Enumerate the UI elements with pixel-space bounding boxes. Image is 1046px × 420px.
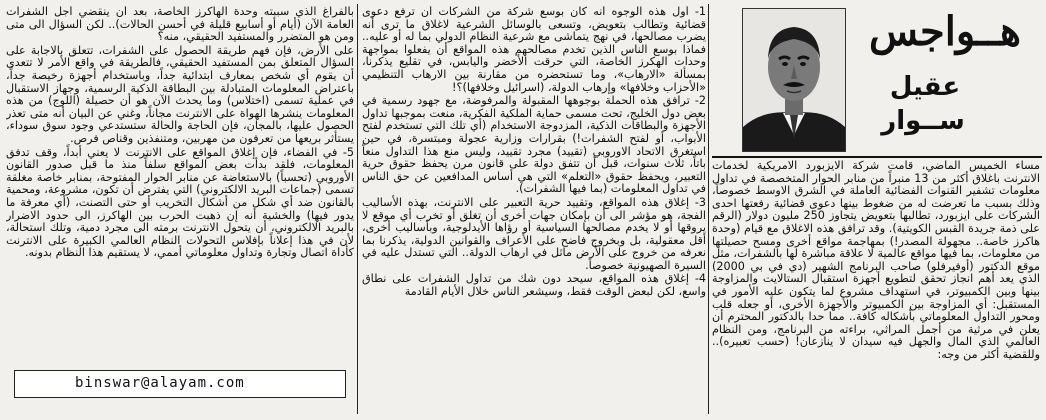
article-column-left xyxy=(6,6,354,356)
article-paragraph: 2- ترافق هذه الحملة بوجوهها المقبولة والمرفوضة، مع جهود رسمية في بعض دول الخليج، تحت مسمى حماية الملكية الفكرية، منعت بموجبها تداول الأجهزة والبطاقات الذكية، المزدوجة الاستخدام (أي تلك التي تستخدم لفتح الأبواب، أو لفتح الشفرات!) بقرارات وزارية عجولة ومبتسرة، في حين استغرق الاتحاد الاوروبي (تقييد) مجرد تقييد، وليس منع هذا التداول منعاً باتاً، ثلاث سنوات، قبل أن تتفق دولة على قانون مرن يحفظ حقوق حرية التعبير، ويحفظ حقوق «التعلم» التي هي أساس المدافعين عن حق الناس في تداول المعلومات (بما فيها الشفرات). xyxy=(362,94,706,196)
article-column-middle xyxy=(362,6,706,412)
article-column-right xyxy=(712,160,1040,414)
author-portrait-icon xyxy=(743,9,845,151)
author-photo xyxy=(742,8,846,152)
author-email-box xyxy=(14,370,346,398)
article-paragraph: على الأرض، فإن فهم طريقة الحصول على الشفرات، تتعلق بالاجابة على السؤال المتعلق بمن المستفيد الحقيقي، فالطريقة في واقع الأمر لا تتعدى أن يقوم أي شخص بمعارف ابتدائية جداً، وباستخدام أجهزة رخيصة جداً، باعتراض المعلومات المتبادلة بين البطاقة الذكية الرسمية، وجهاز الاستقبال في عملية تسمى (اختلاس) وما يحدث الآن هو أن حصيلة (اللوج) من هذه المعلومات ينشرها الهواة على الانترنت مجاناً، وغني عن البيان أنه متى تعذر الحصول عليها، بالمجان، فإن الحاجة والحالة ستستدعي وجود سوق سوداء، يستأثر بريعها من تعرفون من مهربين، ومتنفذين وقناص فرص. xyxy=(6,43,354,145)
article-paragraph: 1- أول هذه الوجوه أنه كان بوسع شركة من الشركات أن ترفع دعوى قضائية وتطالب بتعويض، وتسعى بالوسائل الشرعية لاغلاق ما ترى أنه يضرب مصالحها، في نهج يتماشى مع شرعية النظام الدولي بما له أو عليه.. فماذا بوسع الناس الذين تخدم مصالحهم هذه المواقع أن يفعلوا بمواجهة وحدات الهكرز الخاصة، التي حرقت الأخضر واليابس، في تقليع يذكرنا، بمسألة «الارهاب»، وما تستحضره من مقارنة بين الارهاب التنظيمي «الأحزاب وخلافها» وإرهاب الدولة، (اسرائيل وخلافها)؟! xyxy=(362,6,706,94)
article-paragraph: 4- إغلاق هذه المواقع، سيحد دون شك من تداول الشفرات على نطاق واسع، لكن لبعض الوقت فقط، وسيشعر الناس خلال الأيام القادمة xyxy=(362,272,706,299)
column-divider xyxy=(357,4,358,414)
article-paragraph: 3- إغلاق هذه المواقع، وتقييد حرية التعبير على الانترنت، بهذه الأساليب الفجة، هو مؤشر الى أن بإمكان جهات أخرى أن تغلق أو تخرب أي موقع لا يروقها أو لا يخدم مصالحها السياسية أو رؤاها الأيدلوجية، وبأساليب أخرى، أقل معقولية، بل وبخروج فاضح على الأعراف والقوانين الدولية، يذكرنا بما نعرفه من خروج على الأرض ماثل في ارهاب الدولة.. التي تستدل عليه في السيرة الصهيونية خصوصاً. xyxy=(362,195,706,272)
article-paragraph: بالفراغ الذي سببته وحدة الهاكرز الخاصة، بعد أن ينقضي أجل الشفرات العامة الآن (أيام أو أسابيع قليلة في أحسن الحالات).. لكن السؤال الى متى ومن هو المتضرر والمستفيد الحقيقي، منه؟ xyxy=(6,6,354,44)
author-last-name: ســوار xyxy=(881,106,965,136)
author-email: binswar@alayam.com xyxy=(75,375,245,391)
column-divider xyxy=(708,4,709,414)
article-paragraph: مساء الخميس الماضي، قامت شركة الايزبورد الامريكية لخدمات الانترنت باغلاق أكثر من 13 منبراً من منابر الحوار المتخصصة في تداول معلومات تشفير القنوات الفضائية العاملة في الشرق الاوسط خصوصاً، وذلك بسبب ما تعرضت له من ضغوط بينها دعوى قضائية رفعتها احدى الشركات على ايزبورد، تطالبها بتعويض يتجاوز 250 مليون دولار (الرقم على ذمة جريدة القبس الكويتية). وقد ترافق هذه الاغلاق مع قيام (وحدة هاكرز خاصة.. مجهولة المصدر!) بمهاجمة مواقع أخرى ومسح حصيلتها من معلومات، بما فيها مواقع عالمية لا علاقة مباشرة لها بالشفرات، مثل موقع الدكتور (أوفيرفلو) صاحب البرنامج الشهير (دي في بي 2000) الذي يعد أهم انجاز تحقق لتطويع أجهزة استقبال الستالايت والمزاوجة بينها وبين الكمبيوتر، في استهداف مشروع لما يتكون عليه الأمور في المستقبل: أي المزاوجة بين الكمبيوتر والأجهزة الأخرى، أو جعله قلب ومحور التداول المعلوماتي بأشكاله كافة.. مما حدا بالدكتور المحترم أن يعلن في مرثية من أجمل المراثي، براءته من البرنامج، ومن النظام العالمي الذي المال والجهل فيه سيدان لا ينازعان! (حسب تعبيره).. وللقضية أكثر من وجه: xyxy=(712,160,1040,361)
column-title: هــواجس xyxy=(868,8,1022,55)
author-first-name: عقيل xyxy=(889,72,961,102)
article-paragraph: 5- في الفضاء، فإن إغلاق المواقع على الانترنت لا يعني أبداً، وقف تدفق المعلومات، فلقد بدأت بعض المواقع سلفاً منذ ما قبل صدور القانون الأوروبي (تحسباً) بالاستعاضة عن منابر الحوار المفتوحة، بمنابر خاصة مغلقة تسمى (جماعات البريد الالكتروني) التي يفترض أن تكون، مشروعة، ومحمية بالقانون ضد أي شكل من أشكال التخريب أو حتى التصنت، (أي معرفة ما يدور فيها) والخشية أنه إن ذهبت الحرب بين الهاكرز، الى حدود الاضرار بالبريد الالكتروني، أن يتحول الانترنت برمته الى مجرد دمية، وتلك استحالة، لأن في هذا إعلاناً بإفلاس التحولات النظام العالمي الكبيرة على الانترنت كأداة اتصال وتجارة وتداول معلوماتي أممي، لا يستقيم هذا النظام بدونه. xyxy=(6,145,354,260)
